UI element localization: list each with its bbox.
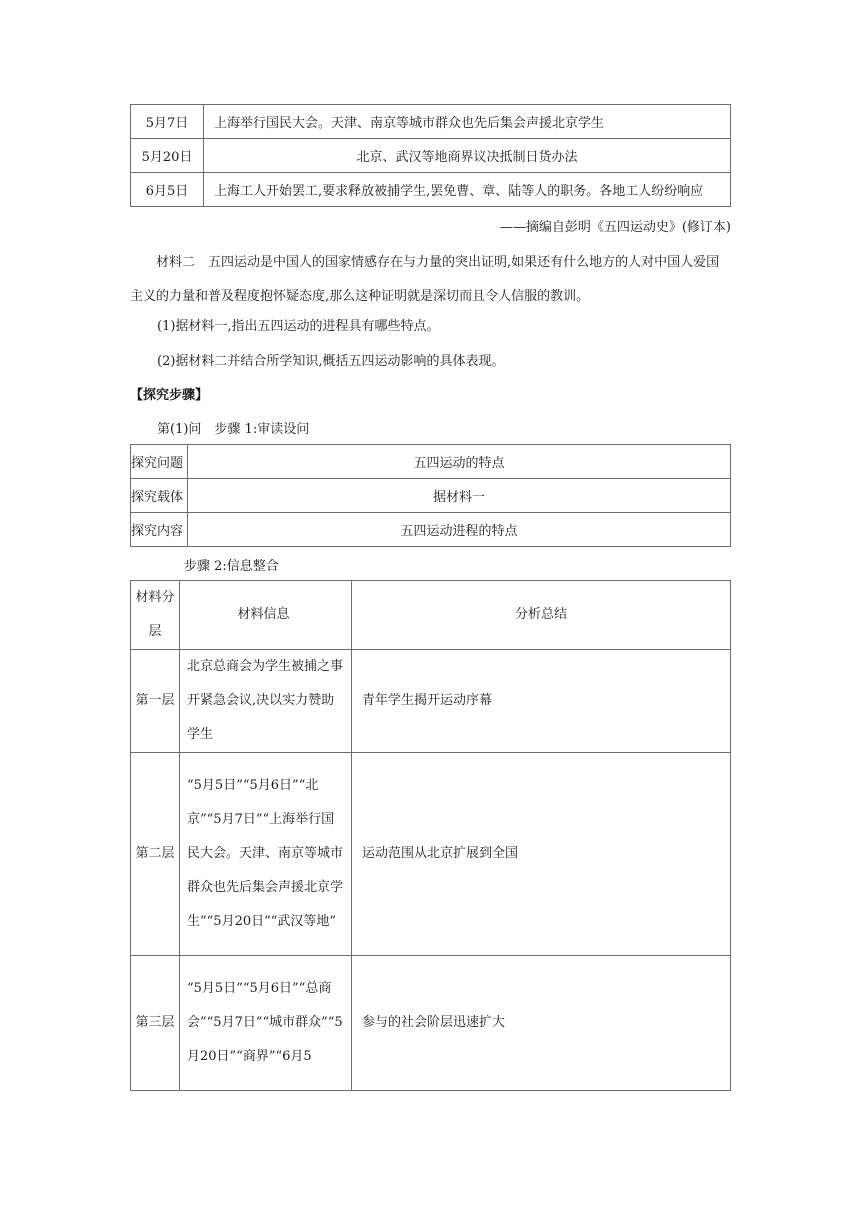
info-cell: 北京总商会为学生被捕之事开紧急会议,决以实力赞助学生: [180, 650, 352, 753]
table-header-row: [131, 581, 731, 650]
analysis-value: 五四运动的特点: [188, 445, 731, 479]
layer-cell: 第一层: [131, 650, 180, 753]
timeline-date: 5月20日: [131, 139, 204, 173]
source-citation: ——摘编自彭明《五四运动史》(修订本): [499, 220, 731, 235]
material-two-paragraph: [130, 246, 730, 314]
analysis-table: [130, 444, 731, 547]
step-one-title: 第(1)问 步骤 1:审读设问: [157, 422, 310, 437]
timeline-table: [130, 104, 731, 207]
timeline-date: 6月5日: [131, 173, 204, 207]
question-one: (1)据材料一,指出五四运动的进程具有哪些特点。: [157, 319, 440, 334]
analysis-value: 据材料一: [188, 479, 731, 513]
summary-cell: 运动范围从北京扩展到全国: [352, 753, 731, 956]
section-heading: 【探究步骤】: [130, 388, 209, 403]
layer-cell: 第三层: [131, 956, 180, 1091]
analysis-key: 探究问题: [131, 445, 188, 479]
analysis-value: 五四运动进程的特点: [188, 513, 731, 547]
table-row: [131, 753, 731, 956]
material-two-text: 材料二 五四运动是中国人的国家情感存在与力量的突出证明,如果还有什么地方的人对中国人爱国主义的力量和普及程度抱怀疑态度,那么这种证明就是深切而且令人信服的教训。: [130, 255, 720, 304]
info-integration-table: [130, 580, 731, 1091]
table-row: [131, 173, 731, 207]
layer-cell: 第二层: [131, 753, 180, 956]
table-row: [131, 650, 731, 753]
table-row: [131, 956, 731, 1091]
info-cell: “5月5日”“5月6日”“北京”“5月7日”“上海举行国民大会。天津、南京等城市群众也先后集会声援北京学生”“5月20日”“武汉等地”: [180, 753, 352, 956]
analysis-key: 探究载体: [131, 479, 188, 513]
info-cell: “5月5日”“5月6日”“总商会”“5月7日”“城市群众”“5月20日”“商界”“6月5: [180, 956, 352, 1091]
summary-cell: 青年学生揭开运动序幕: [352, 650, 731, 753]
timeline-date: 5月7日: [131, 105, 204, 139]
table-row: [131, 105, 731, 139]
column-header: 分析总结: [352, 581, 731, 650]
column-header: 材料信息: [180, 581, 352, 650]
table-row: [131, 513, 731, 547]
timeline-event: 北京、武汉等地商界议决抵制日货办法: [204, 139, 731, 173]
table-row: [131, 445, 731, 479]
step-two-title: 步骤 2:信息整合: [184, 559, 279, 574]
timeline-event: 上海举行国民大会。天津、南京等城市群众也先后集会声援北京学生: [204, 105, 731, 139]
summary-cell: 参与的社会阶层迅速扩大: [352, 956, 731, 1091]
timeline-event: 上海工人开始罢工,要求释放被捕学生,罢免曹、章、陆等人的职务。各地工人纷纷响应: [204, 173, 731, 207]
analysis-key: 探究内容: [131, 513, 188, 547]
table-row: [131, 139, 731, 173]
question-two: (2)据材料二并结合所学知识,概括五四运动影响的具体表现。: [157, 354, 505, 369]
column-header: 材料分层: [131, 581, 180, 650]
table-row: [131, 479, 731, 513]
